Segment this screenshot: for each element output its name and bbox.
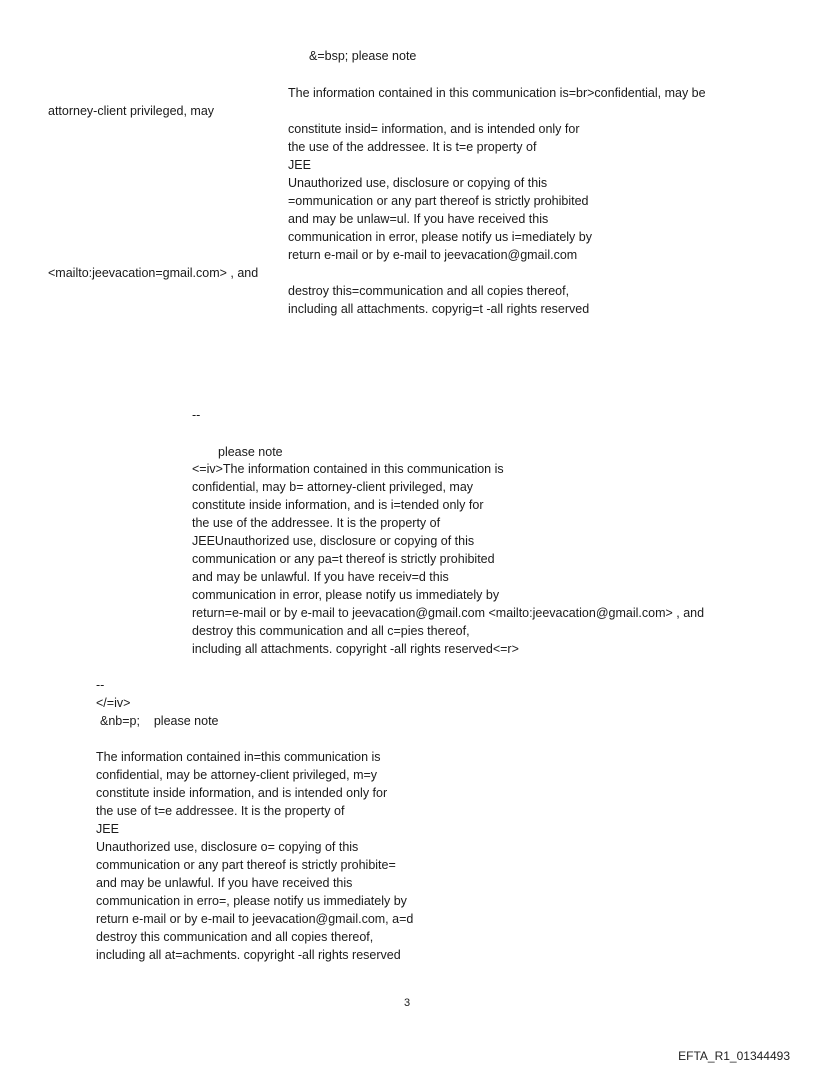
doc-line: the use of the addressee. It is t=e property of (288, 140, 537, 154)
doc-line: Unauthorized use, disclosure o= copying of this (96, 840, 359, 854)
doc-line: -- (96, 678, 105, 692)
doc-line: including all attachments. copyright -all rights reserved<=r> (192, 642, 519, 656)
doc-line: return e-mail or by e-mail to jeevacation@gmail.com (288, 248, 578, 262)
doc-line: Unauthorized use, disclosure or copying of this (288, 176, 548, 190)
doc-line: and may be unlaw=ul. If you have received this (288, 212, 549, 226)
doc-line: JEE (288, 158, 311, 172)
doc-line: constitute inside information, and is intended only for (96, 786, 388, 800)
doc-line: The information contained in=this communication is (96, 750, 381, 764)
page-number: 3 (404, 997, 411, 1009)
doc-line: destroy this communication and all copies thereof, (96, 930, 374, 944)
doc-line: the use of t=e addressee. It is the property of (96, 804, 345, 818)
doc-line: return=e-mail or by e-mail to jeevacation@gmail.com <mailto:jeevacation@gmail.com> , and (192, 606, 705, 620)
doc-line: </=iv> (96, 696, 131, 710)
doc-line: communication in error, please notify us i=mediately by (288, 230, 592, 244)
doc-line: including all attachments. copyrig=t -all rights reserved (288, 302, 590, 316)
doc-line: -- (192, 408, 201, 422)
doc-line: &nb=p; please note (100, 714, 219, 728)
doc-line: constitute inside information, and is i=tended only for (192, 498, 484, 512)
doc-line: communication or any part thereof is strictly prohibite= (96, 858, 396, 872)
doc-line: &=bsp; please note (309, 49, 417, 63)
doc-line: confidential, may be attorney-client privileged, m=y (96, 768, 378, 782)
doc-line: JEE (96, 822, 119, 836)
doc-line: destroy this=communication and all copies thereof, (288, 284, 570, 298)
doc-line: confidential, may b= attorney-client privileged, may (192, 480, 474, 494)
doc-line: communication in error, please notify us immediately by (192, 588, 500, 602)
doc-line: please note (218, 445, 283, 459)
doc-line: the use of the addressee. It is the property of (192, 516, 441, 530)
document-id: EFTA_R1_01344493 (678, 1049, 790, 1063)
doc-line: and may be unlawful. If you have received this (96, 876, 353, 890)
doc-line: communication or any pa=t thereof is strictly prohibited (192, 552, 495, 566)
doc-line: <=iv>The information contained in this communication is (192, 462, 504, 476)
doc-line: The information contained in this communication is=br>confidential, may be (288, 86, 706, 100)
doc-line: communication in erro=, please notify us immediately by (96, 894, 407, 908)
doc-line: and may be unlawful. If you have receiv=d this (192, 570, 449, 584)
doc-line: constitute insid= information, and is intended only for (288, 122, 580, 136)
doc-line: JEEUnauthorized use, disclosure or copying of this (192, 534, 475, 548)
doc-line: <mailto:jeevacation=gmail.com> , and (48, 266, 259, 280)
doc-line: destroy this communication and all c=pies thereof, (192, 624, 470, 638)
doc-line: =ommunication or any part thereof is strictly prohibited (288, 194, 589, 208)
doc-line: return e-mail or by e-mail to jeevacation@gmail.com, a=d (96, 912, 414, 926)
doc-line: including all at=achments. copyright -all rights reserved (96, 948, 401, 962)
doc-line: attorney-client privileged, may (48, 104, 215, 118)
